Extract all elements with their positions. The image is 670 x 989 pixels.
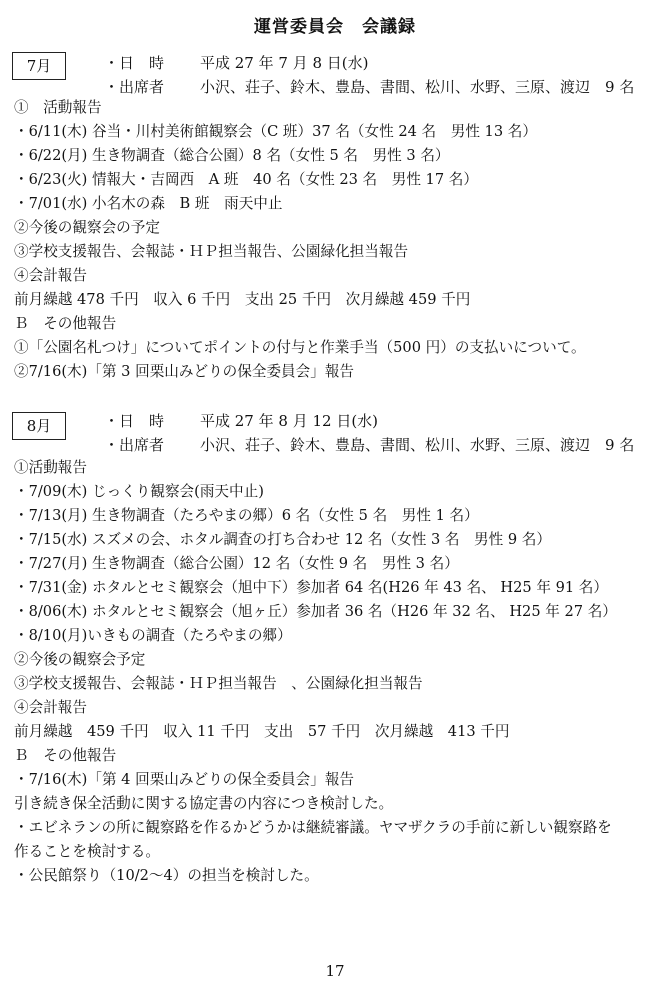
month-label-august: 8月: [12, 412, 66, 440]
meeting-date-row: [104, 52, 664, 72]
report-line: ・7/31(金) ホタルとセミ観察会（旭中下）参加者 64 名(H26 年 43 名、 H25 年 91 名）: [14, 579, 608, 596]
attendees-label: ・出席者: [104, 436, 165, 454]
report-line: Ｂ その他報告: [14, 747, 117, 764]
page-number: 17: [325, 962, 345, 980]
report-line: 前月繰越 478 千円 収入 6 千円 支出 25 千円 次月繰越 459 千円: [14, 291, 471, 308]
report-line: ・6/23(火) 情報大・吉岡西 A 班 40 名（女性 23 名 男性 17 名）: [14, 171, 478, 188]
date-value: 平成 27 年 7 月 8 日(水): [200, 54, 369, 72]
attendees-row: [104, 76, 664, 96]
date-label: ・日 時: [104, 54, 165, 72]
attendees-value: 小沢、荘子、鈴木、豊島、書間、松川、水野、三原、渡辺 9 名: [200, 436, 635, 454]
report-line: ・7/13(月) 生き物調査（たろやまの郷）6 名（女性 5 名 男性 1 名）: [14, 507, 479, 524]
report-line: ・7/09(木) じっくり観察会(雨天中止): [14, 483, 264, 500]
report-line: Ｂ その他報告: [14, 315, 117, 332]
attendees-row: [104, 434, 664, 454]
date-value: 平成 27 年 8 月 12 日(水): [200, 412, 379, 430]
report-line: ②今後の観察会予定: [14, 651, 146, 668]
report-line: ・7/27(月) 生き物調査（総合公園）12 名（女性 9 名 男性 3 名）: [14, 555, 459, 572]
report-line: ②7/16(木)「第 3 回栗山みどりの保全委員会」報告: [14, 363, 355, 380]
report-line: ③学校支援報告、会報誌・ＨＰ担当報告、公園緑化担当報告: [14, 243, 409, 260]
report-line: ・8/10(月)いきもの調査（たろやまの郷）: [14, 627, 292, 644]
report-line: ・公民館祭り（10/2～4）の担当を検討した。: [14, 867, 319, 884]
report-line: ④会計報告: [14, 267, 87, 284]
report-line: ④会計報告: [14, 699, 87, 716]
report-line: ① 活動報告: [14, 99, 102, 116]
attendees-value: 小沢、荘子、鈴木、豊島、書間、松川、水野、三原、渡辺 9 名: [200, 78, 635, 96]
report-line: ③学校支援報告、会報誌・ＨＰ担当報告 、公園緑化担当報告: [14, 675, 423, 692]
report-line: 作ることを検討する。: [14, 843, 160, 860]
date-label: ・日 時: [104, 412, 165, 430]
report-line: ・6/11(木) 谷当・川村美術館観察会（C 班）37 名（女性 24 名 男性 13 名）: [14, 123, 537, 140]
attendees-label: ・出席者: [104, 78, 165, 96]
report-line: ・7/16(木)「第 4 回栗山みどりの保全委員会」報告: [14, 771, 355, 788]
report-line: ・エビネランの所に観察路を作るかどうかは継続審議。ヤマザクラの手前に新しい観察路を: [14, 819, 612, 836]
month-label-july: 7月: [12, 52, 66, 80]
report-line: ①活動報告: [14, 459, 87, 476]
report-line: ・6/22(月) 生き物調査（総合公園）8 名（女性 5 名 男性 3 名）: [14, 147, 450, 164]
report-line: ・8/06(木) ホタルとセミ観察会（旭ヶ丘）参加者 36 名（H26 年 32 名、 H25 年 27 名）: [14, 603, 617, 620]
report-line: ・7/01(水) 小名木の森 B 班 雨天中止: [14, 195, 283, 212]
meeting-date-row: [104, 410, 664, 430]
report-line: 前月繰越 459 千円 収入 11 千円 支出 57 千円 次月繰越 413 千円: [14, 723, 510, 740]
report-line: ・7/15(水) スズメの会、ホタル調査の打ち合わせ 12 名（女性 3 名 男性 9 名）: [14, 531, 551, 548]
report-line: 引き続き保全活動に関する協定書の内容につき検討した。: [14, 795, 394, 812]
report-line: ①「公園名札つけ」についてポイントの付与と作業手当（500 円）の支払いについて。: [14, 339, 586, 356]
page-title: 運営委員会 会議録: [254, 17, 416, 37]
report-line: ②今後の観察会の予定: [14, 219, 160, 236]
